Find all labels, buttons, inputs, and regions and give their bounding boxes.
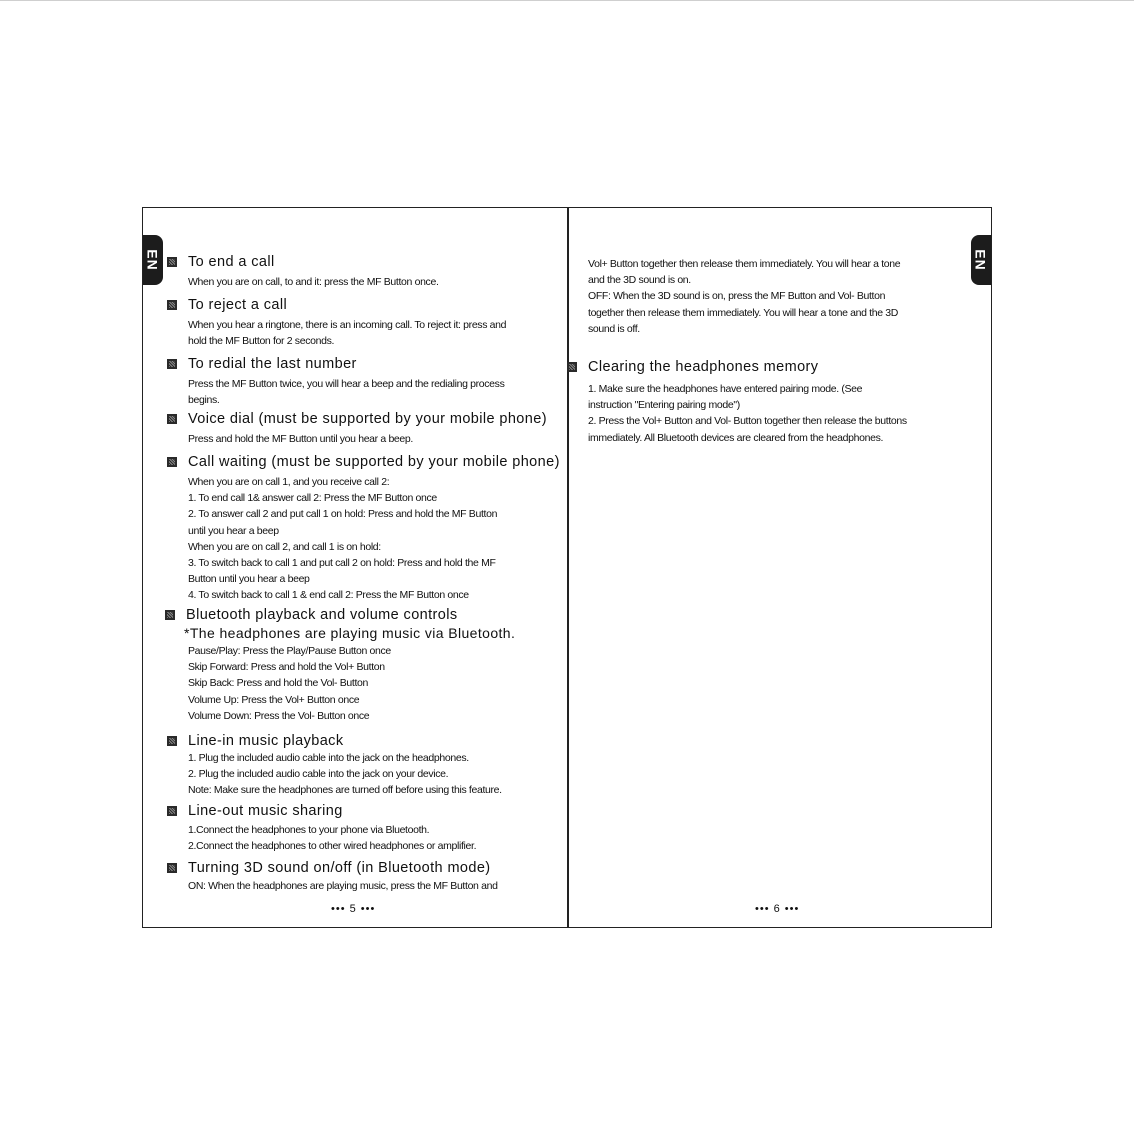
section-heading bbox=[167, 355, 504, 373]
body-line: instruction "Entering pairing mode") bbox=[588, 399, 740, 412]
page-number: ••• 5 ••• bbox=[331, 903, 376, 915]
section-line-in bbox=[167, 732, 502, 799]
heading-text: Line-out music sharing bbox=[188, 803, 343, 819]
body-line: 1. Make sure the headphones have entered pairing mode. (See bbox=[588, 383, 863, 395]
section-heading bbox=[167, 859, 498, 877]
language-tab-label: EN bbox=[145, 249, 162, 271]
body-line: ON: When the headphones are playing music, press the MF Button and bbox=[188, 880, 498, 892]
body-line: 2. To answer call 2 and put call 1 on hold: Press and hold the MF Button bbox=[188, 508, 498, 521]
continued-text bbox=[588, 256, 900, 337]
section-body bbox=[167, 750, 502, 799]
body-line: until you hear a beep bbox=[188, 524, 279, 537]
section-call-waiting bbox=[167, 453, 560, 604]
section-heading bbox=[165, 606, 515, 624]
section-heading bbox=[167, 453, 560, 471]
heading-text: To end a call bbox=[188, 254, 275, 270]
body-line: 4. To switch back to call 1 & end call 2: Press the MF Button once bbox=[188, 589, 469, 602]
heading-text: Clearing the headphones memory bbox=[588, 359, 819, 375]
body-line: 2.Connect the headphones to other wired headphones or amplifier. bbox=[188, 840, 477, 853]
body-line: Press the MF Button twice, you will hear a beep and the redialing process bbox=[188, 378, 505, 390]
heading-text: To reject a call bbox=[188, 297, 288, 313]
section-heading bbox=[167, 802, 476, 820]
body-line: When you are on call, to and it: press the MF Button once. bbox=[188, 276, 439, 288]
body-line: 1. Plug the included audio cable into the jack on the headphones. bbox=[188, 752, 469, 764]
heading-text: Call waiting (must be supported by your mobile phone) bbox=[188, 454, 560, 470]
body-line: When you hear a ringtone, there is an incoming call. To reject it: press and bbox=[188, 319, 507, 331]
language-tab bbox=[143, 235, 163, 285]
bullet-icon bbox=[167, 863, 177, 873]
section-heading bbox=[167, 296, 506, 314]
heading-text: Turning 3D sound on/off (in Bluetooth mode) bbox=[188, 860, 491, 876]
section-clearing-memory bbox=[567, 358, 907, 446]
left-page bbox=[143, 208, 567, 927]
body-line: 2. Press the Vol+ Button and Vol- Button together then release the buttons bbox=[588, 415, 907, 428]
bullet-icon bbox=[567, 362, 577, 372]
section-body bbox=[167, 431, 547, 447]
heading-text: To redial the last number bbox=[188, 356, 357, 372]
language-tab-label: EN bbox=[973, 249, 990, 271]
body-line: immediately. All Bluetooth devices are cleared from the headphones. bbox=[588, 431, 884, 444]
section-line-out bbox=[167, 802, 476, 854]
section-heading bbox=[567, 358, 907, 376]
heading-text: Voice dial (must be supported by your mobile phone) bbox=[188, 411, 547, 427]
body-line: 1. To end call 1& answer call 2: Press the MF Button once bbox=[188, 492, 437, 505]
body-line: begins. bbox=[188, 394, 220, 407]
section-voice-dial bbox=[167, 410, 547, 447]
body-line: 2. Plug the included audio cable into the jack on your device. bbox=[188, 768, 449, 781]
section-body bbox=[567, 381, 907, 446]
body-line: Skip Forward: Press and hold the Vol+ Button bbox=[188, 661, 385, 674]
body-line: Note: Make sure the headphones are turned off before using this feature. bbox=[188, 784, 502, 797]
section-bluetooth-playback bbox=[165, 606, 515, 724]
section-note: *The headphones are playing music via Bluetooth. bbox=[184, 625, 516, 641]
heading-text: Line-in music playback bbox=[188, 733, 344, 749]
body-line: Volume Up: Press the Vol+ Button once bbox=[188, 693, 360, 706]
body-line: together then release them immediately. You will hear a tone and the 3D bbox=[588, 306, 898, 319]
section-body bbox=[165, 643, 515, 724]
bullet-icon bbox=[167, 806, 177, 816]
bullet-icon bbox=[167, 736, 177, 746]
section-body bbox=[167, 376, 504, 408]
section-body bbox=[167, 474, 560, 604]
body-line: Volume Down: Press the Vol- Button once bbox=[188, 709, 370, 722]
bullet-icon bbox=[167, 257, 177, 267]
page-number: ••• 6 ••• bbox=[755, 903, 800, 915]
bullet-icon bbox=[167, 300, 177, 310]
body-line: OFF: When the 3D sound is on, press the MF Button and Vol- Button bbox=[588, 290, 886, 303]
right-page bbox=[569, 208, 991, 927]
bullet-icon bbox=[167, 457, 177, 467]
language-tab bbox=[971, 235, 991, 285]
body-line: Pause/Play: Press the Play/Pause Button once bbox=[188, 645, 391, 657]
section-3d-sound bbox=[167, 859, 498, 894]
section-heading bbox=[167, 253, 439, 271]
bullet-icon bbox=[167, 414, 177, 424]
manual-spread bbox=[142, 207, 992, 928]
body-line: Button until you hear a beep bbox=[188, 573, 310, 586]
section-body bbox=[167, 822, 476, 854]
section-redial bbox=[167, 355, 504, 408]
section-body bbox=[167, 317, 506, 349]
body-line: Skip Back: Press and hold the Vol- Button bbox=[188, 677, 369, 690]
body-line: and the 3D sound is on. bbox=[588, 274, 691, 287]
section-heading bbox=[167, 410, 547, 428]
section-heading bbox=[167, 732, 502, 750]
body-line: 1.Connect the headphones to your phone via Bluetooth. bbox=[188, 824, 430, 836]
body-line: When you are on call 1, and you receive call 2: bbox=[188, 476, 390, 488]
body-line: When you are on call 2, and call 1 is on hold: bbox=[188, 540, 381, 553]
bullet-icon bbox=[167, 359, 177, 369]
body-line: 3. To switch back to call 1 and put call 2 on hold: Press and hold the MF bbox=[188, 557, 496, 570]
body-line: sound is off. bbox=[588, 322, 640, 335]
section-end-call bbox=[167, 253, 439, 290]
body-line: Vol+ Button together then release them immediately. You will hear a tone bbox=[588, 258, 901, 270]
top-rule bbox=[0, 0, 1134, 1]
heading-text: Bluetooth playback and volume controls bbox=[186, 607, 458, 623]
body-line: Press and hold the MF Button until you hear a beep. bbox=[188, 433, 413, 445]
body-line: hold the MF Button for 2 seconds. bbox=[188, 335, 335, 348]
section-body bbox=[167, 878, 498, 894]
section-body bbox=[167, 274, 439, 290]
bullet-icon bbox=[165, 610, 175, 620]
section-reject-call bbox=[167, 296, 506, 349]
